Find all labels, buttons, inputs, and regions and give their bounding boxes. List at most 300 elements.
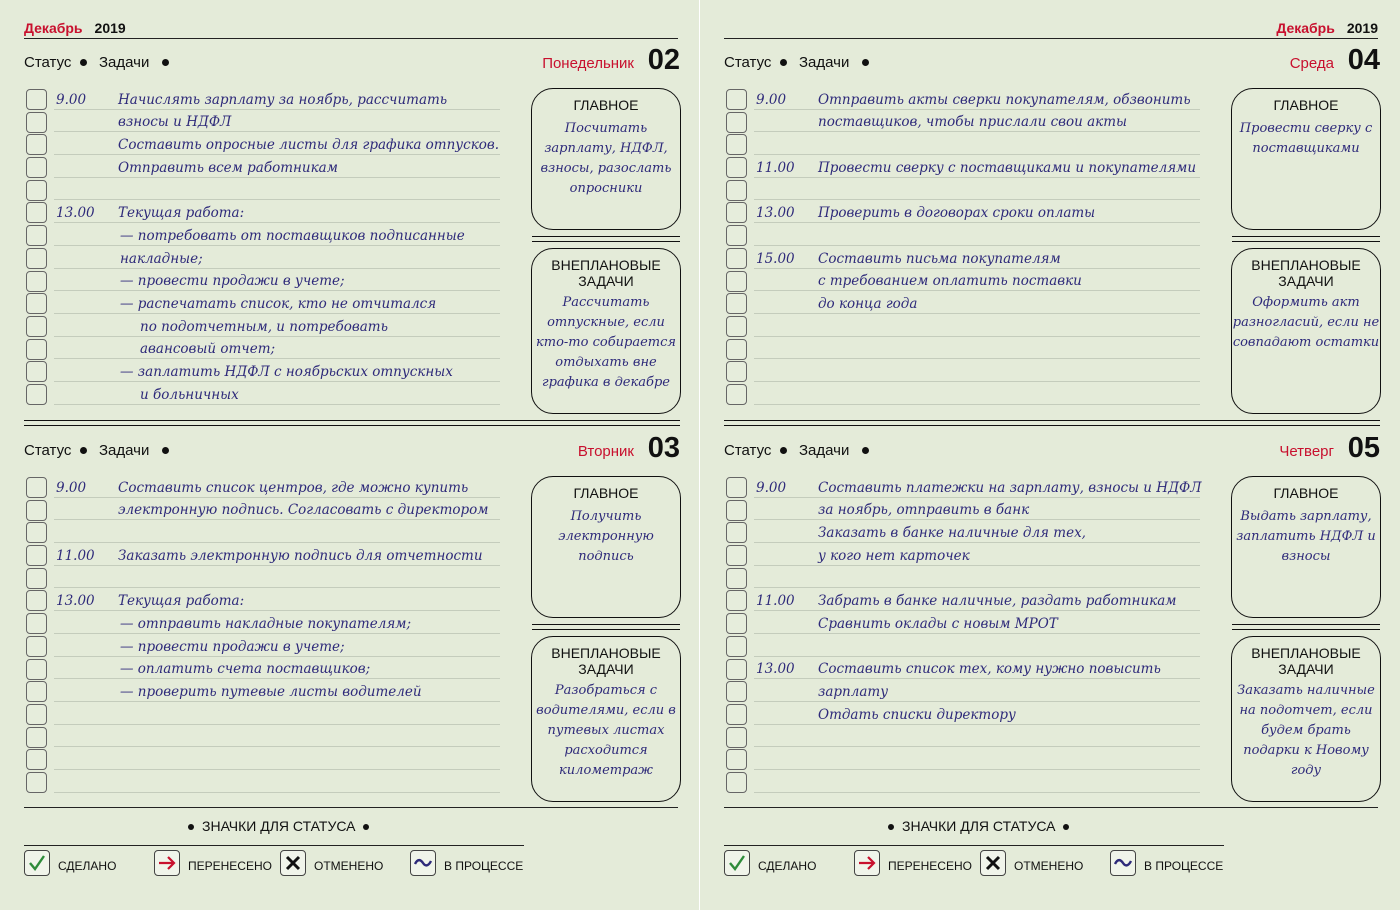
status-checkbox[interactable] [726,89,747,110]
ruled-line [754,268,1200,269]
task-row [724,338,1200,361]
legend-title [880,818,1077,834]
status-checkbox[interactable] [26,293,47,314]
main-task-title: ГЛАВНОЕ [1273,485,1339,501]
status-checkbox[interactable] [726,202,747,223]
status-checkbox[interactable] [726,248,747,269]
status-checkbox[interactable] [26,134,47,155]
status-checkbox[interactable] [726,727,747,748]
ruled-line [54,268,500,269]
task-row [724,224,1200,247]
status-checkbox[interactable] [726,293,747,314]
task-row [724,521,1200,544]
legend-bottom-rule [724,845,1224,846]
ruled-line [754,610,1200,611]
task-text: за ноябрь, отправить в банк [818,502,1030,519]
ruled-line [54,290,500,291]
ruled-line [54,109,500,110]
task-text: Проверить в договорах сроки оплаты [818,205,1096,222]
status-checkbox[interactable] [726,225,747,246]
task-row [24,270,500,293]
status-checkbox[interactable] [726,180,747,201]
status-label: Статус [724,54,772,71]
day-status-bar [724,430,1380,466]
ruled-line [54,656,500,657]
status-checkbox[interactable] [26,681,47,702]
status-checkbox[interactable] [26,727,47,748]
day-status-bar [24,430,680,466]
tasks-dot [162,59,169,66]
ruled-line [54,497,500,498]
year-label: 2019 [1346,20,1378,36]
task-row [24,771,500,794]
unplanned-task-text: Разобраться с водителями, если в путевых листах расходится километраж [536,683,676,778]
status-checkbox[interactable] [26,112,47,133]
ruled-line [754,769,1200,770]
day-number: 03 [647,432,680,464]
legend-label: ПЕРЕНЕСЕНО [888,859,972,873]
ruled-line [754,131,1200,132]
tasks-dot [162,447,169,454]
status-checkbox[interactable] [26,89,47,110]
main-task-title: ГЛАВНОЕ [573,485,639,501]
status-checkbox[interactable] [26,613,47,634]
status-checkbox[interactable] [726,339,747,360]
status-checkbox[interactable] [726,157,747,178]
task-text: Отправить акты сверки покупателям, обзвонить [818,91,1191,108]
task-text: по подотчетным, и потребовать [140,318,388,335]
check-icon [724,850,750,876]
task-row [724,360,1200,383]
unplanned-task-title: ВНЕПЛАНОВЫЕ ЗАДАЧИ [1251,645,1361,677]
arrow-right-icon [854,850,880,876]
status-checkbox[interactable] [26,500,47,521]
task-row [24,247,500,270]
ruled-line [754,177,1200,178]
day-status-bar [724,42,1380,78]
status-checkbox[interactable] [726,522,747,543]
main-task-text: Провести сверку с поставщиками [1239,121,1373,156]
day-separator [724,420,1380,426]
unplanned-task-box [531,248,681,414]
unplanned-task-title: ВНЕПЛАНОВЫЕ ЗАДАЧИ [551,257,661,289]
task-row [24,612,500,635]
unplanned-task-box [1231,248,1381,414]
tasks-label: Задачи [799,442,850,459]
unplanned-task-box [1231,636,1381,802]
task-text: поставщиков, чтобы прислали свои акты [818,114,1128,131]
ruled-line [754,199,1200,200]
legend-title [180,818,377,834]
tasks-dot [862,59,869,66]
status-checkbox[interactable] [726,477,747,498]
month-header [24,20,678,36]
status-label: Статус [24,54,72,71]
task-row [24,292,500,315]
status-checkbox[interactable] [26,180,47,201]
status-checkbox[interactable] [26,704,47,725]
task-row [724,315,1200,338]
ruled-line [754,565,1200,566]
ruled-line [754,222,1200,223]
ruled-line [54,746,500,747]
task-text: с требованием оплатить поставки [818,273,1082,290]
task-list [724,88,1200,406]
task-text: зарплату [818,683,889,700]
task-row [24,476,500,499]
task-row [24,748,500,771]
task-row [724,726,1200,749]
task-text: Начислять зарплату за ноябрь, рассчитать [118,91,448,108]
task-row [24,201,500,224]
status-checkbox[interactable] [726,271,747,292]
ruled-line [754,154,1200,155]
ruled-line [54,336,500,337]
ruled-line [54,678,500,679]
task-row [724,156,1200,179]
ruled-line [754,792,1200,793]
ruled-line [54,154,500,155]
ruled-line [54,358,500,359]
legend-rule [724,807,1378,808]
ruled-line [754,519,1200,520]
task-time: 9.00 [56,479,87,496]
status-checkbox[interactable] [26,749,47,770]
legend-title-text: ЗНАЧКИ ДЛЯ СТАТУСА [902,818,1056,834]
main-task-box [531,88,681,230]
status-checkbox[interactable] [26,271,47,292]
box-divider [532,236,680,242]
day-tuesday [24,430,680,812]
task-row [24,315,500,338]
day-name: Понедельник [542,55,634,72]
ruled-line [754,656,1200,657]
ruled-line [54,587,500,588]
day-name: Вторник [577,443,634,460]
status-checkbox[interactable] [26,202,47,223]
task-row [24,338,500,361]
status-checkbox[interactable] [726,361,747,382]
task-time: 13.00 [756,661,795,678]
task-time: 11.00 [756,159,795,176]
check-icon [24,850,50,876]
task-text: Отправить всем работникам [118,159,338,176]
ruled-line [754,245,1200,246]
ruled-line [754,678,1200,679]
ruled-line [754,358,1200,359]
status-checkbox[interactable] [26,568,47,589]
ruled-line [754,587,1200,588]
status-checkbox[interactable] [726,568,747,589]
ruled-line [754,633,1200,634]
day-name: Среда [1289,55,1334,72]
task-text: и больничных [140,386,239,403]
box-divider [532,624,680,630]
task-row [724,499,1200,522]
task-row [724,635,1200,658]
legend-label: В ПРОЦЕССЕ [1144,859,1224,873]
legend-label: СДЕЛАНО [58,859,117,873]
header-rule [724,38,1378,39]
unplanned-task-text: Оформить акт разногласий, если не совпадают остатки [1232,295,1380,350]
ruled-line [754,109,1200,110]
task-row [24,589,500,612]
status-checkbox[interactable] [26,316,47,337]
day-monday [24,42,680,424]
task-text: Составить список центров, где можно купить [118,479,469,496]
cross-icon [980,850,1006,876]
task-list [24,476,500,794]
task-row [724,589,1200,612]
month-header [724,20,1378,36]
task-row [724,270,1200,293]
main-task-box [1231,476,1381,618]
task-row [24,726,500,749]
header-rule [24,38,678,39]
ruled-line [54,565,500,566]
ruled-line [754,290,1200,291]
status-checkbox[interactable] [726,134,747,155]
task-time: 13.00 [756,205,795,222]
ruled-line [54,131,500,132]
task-text: Провести сверку с поставщиками и покупателями [818,159,1197,176]
task-list [724,476,1200,794]
task-row [724,680,1200,703]
task-text: — заплатить НДФЛ с ноябрьских отпускных [120,363,453,380]
task-text: взносы и НДФЛ [118,114,232,131]
box-divider [1232,624,1380,630]
task-row [24,111,500,134]
status-checkbox[interactable] [726,613,747,634]
main-task-box [531,476,681,618]
ruled-line [54,381,500,382]
task-text: — провести продажи в учете; [120,638,345,655]
ruled-line [54,633,500,634]
status-checkbox[interactable] [726,704,747,725]
task-text: — провести продажи в учете; [120,273,345,290]
status-checkbox[interactable] [26,248,47,269]
task-row [24,499,500,522]
ruled-line [54,701,500,702]
task-row [724,658,1200,681]
ruled-line [754,701,1200,702]
task-text: Отдать списки директору [818,706,1016,723]
tasks-label: Задачи [99,54,150,71]
status-checkbox[interactable] [726,636,747,657]
task-text: — распечатать список, кто не отчитался [120,295,437,312]
status-checkbox[interactable] [26,590,47,611]
main-task-title: ГЛАВНОЕ [573,97,639,113]
cross-icon [280,850,306,876]
task-time: 13.00 [56,205,95,222]
main-task-title: ГЛАВНОЕ [1273,97,1339,113]
status-dot [780,59,787,66]
task-row [724,111,1200,134]
task-text: — отправить накладные покупателям; [120,615,411,632]
day-number: 04 [1347,44,1380,76]
task-time: 9.00 [756,91,787,108]
year-label: 2019 [94,20,126,36]
ruled-line [54,245,500,246]
main-task-text: Получить электронную подпись [558,509,654,564]
task-text: накладные; [120,250,203,267]
status-checkbox[interactable] [26,384,47,405]
task-text: авансовый отчет; [140,341,276,358]
unplanned-task-text: Заказать наличные на подотчет, если будем брать подарки к Новому году [1237,683,1375,778]
unplanned-task-title: ВНЕПЛАНОВЫЕ ЗАДАЧИ [551,645,661,677]
status-checkbox[interactable] [26,339,47,360]
task-text: Заказать электронную подпись для отчетности [118,547,483,564]
ruled-line [54,542,500,543]
legend-label: ОТМЕНЕНО [1014,859,1084,873]
ruled-line [54,792,500,793]
ruled-line [54,519,500,520]
status-dot [80,59,87,66]
task-row [724,771,1200,794]
status-checkbox[interactable] [726,659,747,680]
day-status-bar [24,42,680,78]
status-checkbox[interactable] [26,772,47,793]
ruled-line [754,336,1200,337]
task-row [724,88,1200,111]
status-checkbox[interactable] [26,636,47,657]
day-number: 02 [647,44,680,76]
task-row [24,383,500,406]
ruled-line [754,497,1200,498]
legend-bottom-rule [24,845,524,846]
task-time: 11.00 [756,593,795,610]
task-text: до конца года [818,295,918,312]
status-checkbox[interactable] [26,477,47,498]
unplanned-task-text: Рассчитать отпускные, если кто-то собирается отдыхать вне графика в декабре [536,295,676,390]
status-checkbox[interactable] [726,749,747,770]
status-checkbox[interactable] [726,545,747,566]
legend-label: ОТМЕНЕНО [314,859,384,873]
main-task-box [1231,88,1381,230]
task-text: Составить опросные листы для графика отпусков. [118,137,500,154]
task-text: электронную подпись. Согласовать с директором [118,502,489,519]
status-checkbox[interactable] [726,772,747,793]
month-label: Декабрь [24,20,83,36]
ruled-line [754,724,1200,725]
task-text: Текущая работа: [118,593,245,610]
task-row [724,247,1200,270]
task-row [24,703,500,726]
status-checkbox[interactable] [726,681,747,702]
status-dot [780,447,787,454]
task-row [24,521,500,544]
ruled-line [54,313,500,314]
ruled-line [754,746,1200,747]
task-text: Заказать в банке наличные для тех, [818,525,1086,542]
day-separator [24,420,680,426]
status-label: Статус [24,442,72,459]
task-row [724,612,1200,635]
status-checkbox[interactable] [726,500,747,521]
status-checkbox[interactable] [726,112,747,133]
legend-title-text: ЗНАЧКИ ДЛЯ СТАТУСА [202,818,356,834]
task-row [24,360,500,383]
status-checkbox[interactable] [26,659,47,680]
task-time: 9.00 [756,479,787,496]
task-text: Составить список тех, кому нужно повысить [818,661,1161,678]
status-legend [724,850,1378,880]
tasks-label: Задачи [99,442,150,459]
task-text: Составить письма покупателям [818,250,1061,267]
unplanned-task-title: ВНЕПЛАНОВЫЕ ЗАДАЧИ [1251,257,1361,289]
main-task-text: Посчитать зарплату, НДФЛ, взносы, разослать опросники [540,121,672,196]
ruled-line [754,381,1200,382]
task-text: — оплатить счета поставщиков; [120,661,371,678]
task-row [24,635,500,658]
right-page [700,0,1400,910]
legend-label: СДЕЛАНО [758,859,817,873]
status-checkbox[interactable] [26,225,47,246]
tilde-icon [410,850,436,876]
status-checkbox[interactable] [26,361,47,382]
status-checkbox[interactable] [26,522,47,543]
status-checkbox[interactable] [726,316,747,337]
legend-label: ПЕРЕНЕСЕНО [188,859,272,873]
tasks-dot [862,447,869,454]
ruled-line [54,724,500,725]
task-row [724,748,1200,771]
task-text: — проверить путевые листы водителей [120,683,422,700]
unplanned-task-box [531,636,681,802]
task-time: 15.00 [756,250,795,267]
tilde-icon [1110,850,1136,876]
status-checkbox[interactable] [26,157,47,178]
task-row [724,179,1200,202]
task-text: Текущая работа: [118,205,245,222]
day-wednesday [724,42,1380,424]
task-row [24,133,500,156]
day-name: Четверг [1279,443,1334,460]
status-label: Статус [724,442,772,459]
task-row [724,292,1200,315]
task-row [724,567,1200,590]
day-number: 05 [1347,432,1380,464]
box-divider [1232,236,1380,242]
ruled-line [54,769,500,770]
task-text: — потребовать от поставщиков подписанные [120,227,465,244]
task-row [724,133,1200,156]
status-checkbox[interactable] [726,384,747,405]
task-row [724,544,1200,567]
status-checkbox[interactable] [726,590,747,611]
status-legend [24,850,678,880]
legend-label: В ПРОЦЕССЕ [444,859,524,873]
month-label: Декабрь [1276,20,1335,36]
task-row [724,703,1200,726]
status-checkbox[interactable] [26,545,47,566]
main-task-text: Выдать зарплату, заплатить НДФЛ и взносы [1236,509,1376,564]
ruled-line [754,404,1200,405]
task-time: 13.00 [56,593,95,610]
legend-rule [24,807,678,808]
ruled-line [54,199,500,200]
task-row [24,179,500,202]
ruled-line [754,313,1200,314]
ruled-line [54,222,500,223]
task-time: 9.00 [56,91,87,108]
tasks-label: Задачи [799,54,850,71]
task-row [24,567,500,590]
task-text: у кого нет карточек [818,547,970,564]
arrow-right-icon [154,850,180,876]
task-row [24,88,500,111]
task-text: Составить платежки на зарплату, взносы и НДФЛ [818,479,1202,496]
